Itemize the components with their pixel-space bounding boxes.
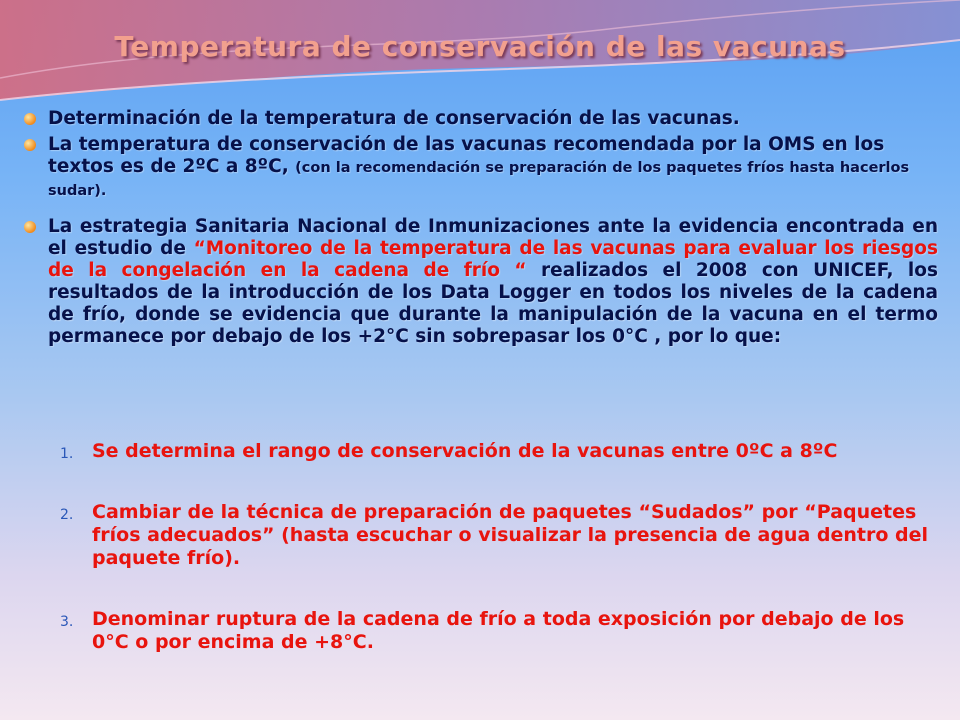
bullet-item [20,108,938,130]
bullet-text: Determinación de la temperatura de conservación de las vacunas. [48,108,740,129]
study-title-highlight: “Monitoreo de la temperatura de las vacunas para evaluar los riesgos de la congelación en la cadena de frío “ [48,238,938,281]
slide-title: Temperatura de conservación de las vacunas [114,30,846,63]
item-text: Se determina el rango de conservación de la vacunas entre 0ºC a 8ºC [92,440,838,462]
bullet-text-continued: realizados el 2008 con UNICEF, los resultados de la introducción de los Data Logger en todos los niveles de la cadena de frío, donde se evidencia que durante la manipulación de la vacuna en el termo permanece por debajo de los +2°C sin sobrepasar los 0°C , por lo que: [48,260,938,347]
item-text: Cambiar de la técnica de preparación de paquetes “Sudados” por “Paquetes fríos adecuados” (hasta escuchar o visualizar la presencia de agua dentro del paquete frío). [92,501,929,569]
bullet-icon [24,113,36,125]
bullet-item [20,216,938,348]
bullet-list [20,108,938,348]
item-text: Denominar ruptura de la cadena de frío a toda exposición por debajo de los 0°C o por encima de +8°C. [92,608,905,653]
item-number: 3. [60,614,74,630]
item-number: 1. [60,446,74,462]
bullet-icon [24,221,36,233]
numbered-item [60,440,930,463]
bullet-text: La temperatura de conservación de las vacunas recomendada por la OMS en los textos es de 2ºC a 8ºC, [48,134,885,177]
bullet-item [20,134,938,202]
bullet-icon [24,139,36,151]
numbered-list [60,440,930,654]
bullet-text: La estrategia Sanitaria Nacional de Inmunizaciones ante la evidencia encontrada en el estudio de [48,216,938,259]
numbered-item [60,608,930,654]
bullet-note: (con la recomendación se preparación de los paquetes fríos hasta hacerlos sudar). [48,160,910,199]
slide-content [20,108,938,348]
numbered-item [60,501,930,570]
item-number: 2. [60,507,74,523]
